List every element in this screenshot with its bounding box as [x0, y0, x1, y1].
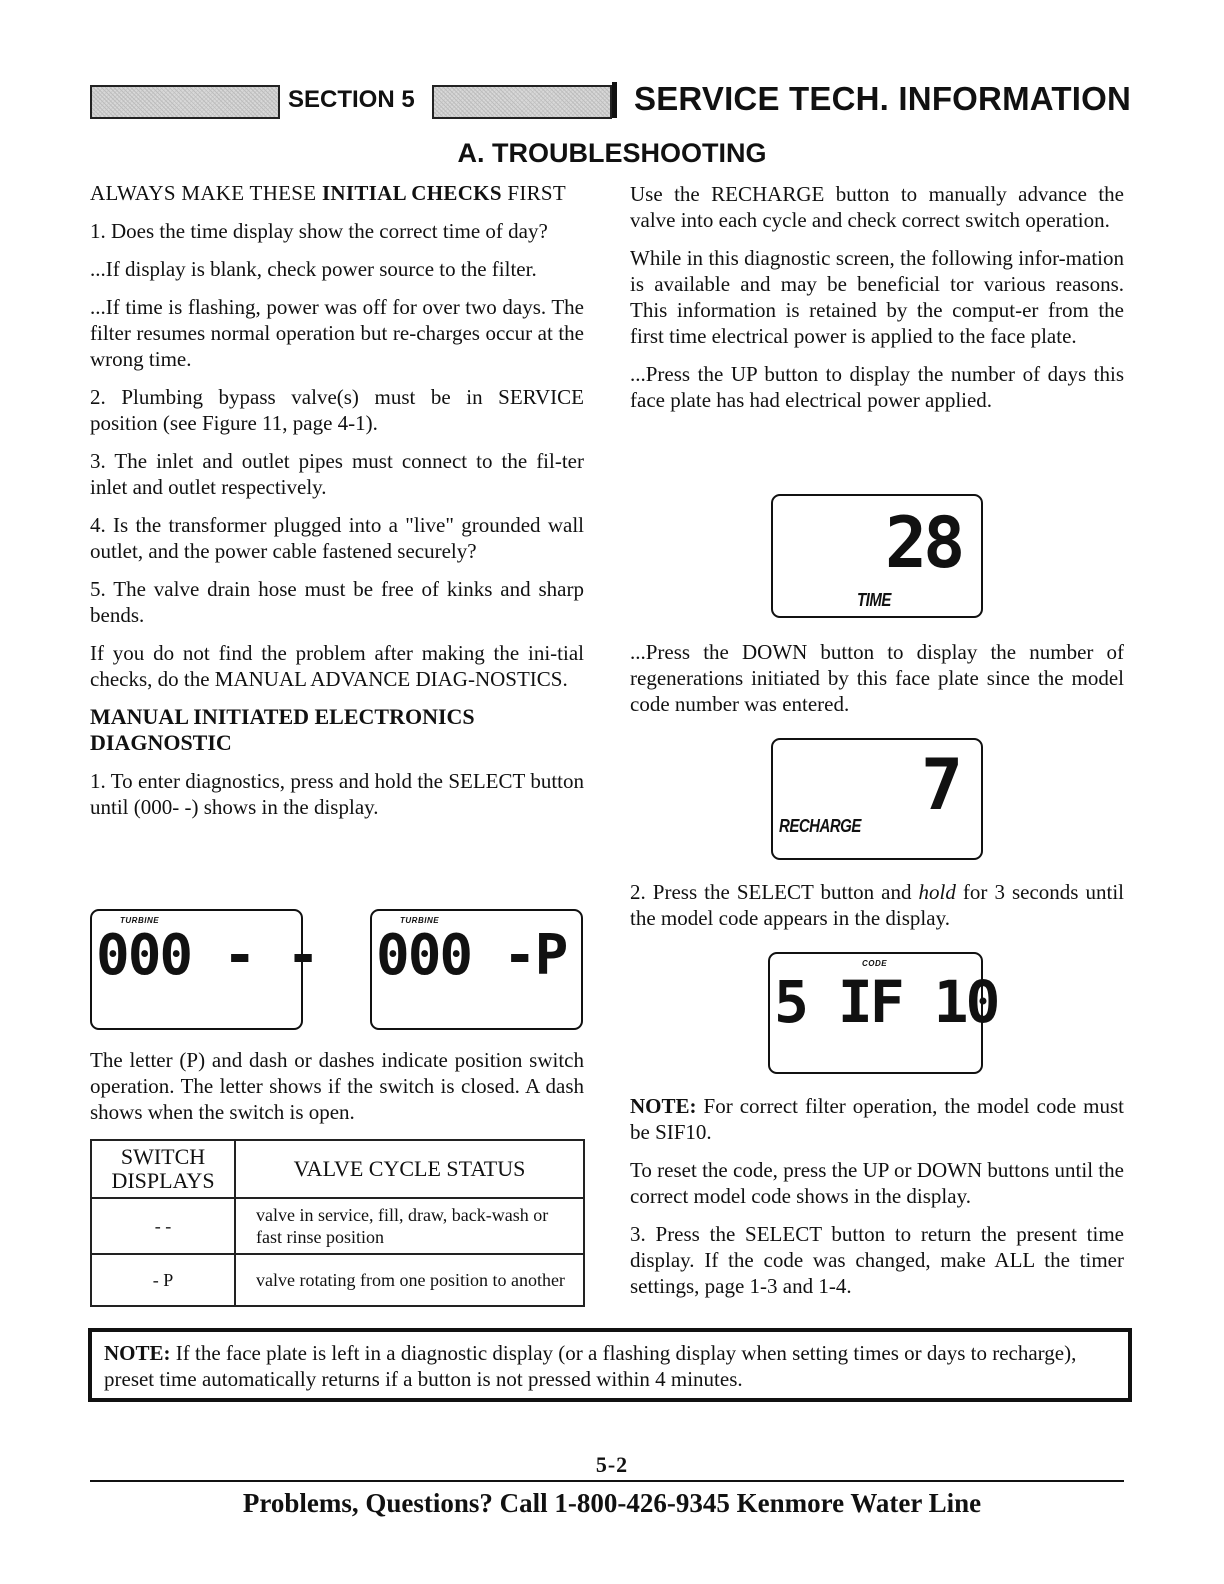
section-label: SECTION 5 [288, 86, 415, 113]
table-row [91, 1254, 584, 1306]
display-recharge [771, 738, 983, 860]
check-4: 4. Is the transformer plugged into a "live" grounded wall outlet, and the power cable fastened securely? [90, 513, 584, 563]
check-5: 5. The valve drain hose must be free of kinks and sharp bends. [90, 577, 584, 627]
header-divider [612, 82, 617, 118]
display-time [771, 494, 983, 618]
note-label: NOTE: [104, 1341, 171, 1365]
footer-text: Problems, Questions? Call 1-800-426-9345 Kenmore Water Line [242, 1488, 982, 1518]
check-1: 1. Does the time display show the correct time of day? [90, 219, 548, 243]
note-text: For correct filter operation, the model code must be SIF10. [630, 1094, 1124, 1144]
press-up-text: ...Press the UP button to display the number of days this face plate has had electrical power applied. [630, 362, 1124, 412]
diagnostic-heading: MANUAL INITIATED ELECTRONICS DIAGNOSTIC [90, 704, 475, 755]
diagnostic-step-1: 1. To enter diagnostics, press and hold the SELECT button until (000- -) shows in the display. [90, 769, 584, 819]
table-header-switch: SWITCH DISPLAYS [91, 1140, 235, 1198]
page-subtitle: A. TROUBLESHOOTING [457, 138, 767, 168]
left-column [90, 180, 584, 832]
turbine-indicator: TURBINE [400, 916, 440, 925]
table-cell: - P [91, 1254, 235, 1306]
table-cell: - - [91, 1198, 235, 1254]
display-000-dash-p [370, 909, 583, 1030]
right-column-lower [630, 1093, 1124, 1311]
step-3: 3. Press the SELECT button to return the present time display. If the code was changed, make ALL the timer settings, page 1-3 and 1-4. [630, 1222, 1124, 1298]
reset-text: To reset the code, press the UP or DOWN buttons until the correct model code shows in the display. [630, 1158, 1124, 1208]
check-2: 2. Plumbing bypass valve(s) must be in SERVICE position (see Figure 11, page 4-1). [90, 385, 584, 435]
code-indicator: CODE [862, 959, 888, 968]
turbine-indicator: TURBINE [120, 916, 160, 925]
recharge-text: Use the RECHARGE button to manually advance the valve into each cycle and check correct switch operation. [630, 182, 1124, 232]
time-label: TIME [857, 590, 891, 611]
display-digits: 000 - - [96, 923, 319, 988]
display-digits: 7 [921, 744, 964, 826]
intro-pre: ALWAYS MAKE THESE [90, 181, 322, 205]
display-digits: 28 [885, 502, 962, 584]
model-code-note [630, 1093, 1124, 1145]
note-text: If the face plate is left in a diagnostic display (or a flashing display when setting times or days to recharge), preset time automatically returns if a button is not pressed within 4 minutes. [104, 1341, 1077, 1391]
step2-post: for 3 seconds until the model code appears in the display. [630, 880, 1124, 930]
check-3: 3. The inlet and outlet pipes must connect to the fil-ter inlet and outlet respectively. [90, 449, 584, 499]
letter-note: The letter (P) and dash or dashes indicate position switch operation. The letter shows if the switch is closed. A dash shows when the switch is open. [90, 1048, 584, 1124]
display-model-code [768, 952, 998, 1074]
table-cell: valve rotating from one position to another [235, 1254, 584, 1306]
table-cell: valve in service, fill, draw, back-wash or fast rinse position [235, 1198, 584, 1254]
intro-bold: INITIAL CHECKS [321, 181, 502, 205]
section-title: SERVICE TECH. INFORMATION [634, 80, 1131, 117]
step2-em: hold [918, 880, 956, 904]
header-hatch-left [90, 85, 280, 119]
display-digits: 5 IF 10 [774, 968, 998, 1036]
initial-checks-intro [90, 180, 584, 206]
diagnostic-info: While in this diagnostic screen, the following infor-mation is available and may be beneficial tor various reasons. This information is retained by the comput-er from the first time electrical power is applied to the face plate. [630, 246, 1124, 348]
header-hatch-right [432, 85, 612, 119]
table-header-status: VALVE CYCLE STATUS [235, 1140, 584, 1198]
bottom-note [88, 1328, 1132, 1402]
page-number: 5-2 [595, 1452, 629, 1477]
note-label: NOTE: [630, 1094, 697, 1118]
recharge-label: RECHARGE [779, 816, 861, 837]
check-1b: ...If time is flashing, power was off for over two days. The filter resumes normal operation but re-charges occur at the wrong time. [90, 295, 584, 371]
press-down-text: ...Press the DOWN button to display the number of regenerations initiated by this face plate since the model code number was entered. [630, 640, 1124, 716]
intro-post: FIRST [501, 181, 567, 205]
display-digits: 000 -P [376, 923, 567, 988]
footer-rule [90, 1480, 1124, 1482]
check-1a: ...If display is blank, check power source to the filter. [90, 257, 537, 281]
switch-table [90, 1139, 585, 1307]
section-header [90, 80, 1131, 118]
display-000-dash-dash [90, 909, 319, 1030]
step2-pre: 2. Press the SELECT button and [630, 880, 919, 904]
no-find-text: If you do not find the problem after making the ini-tial checks, do the MANUAL ADVANCE DIAG-NOSTICS. [90, 641, 584, 691]
table-row [91, 1198, 584, 1254]
right-column [630, 181, 1124, 425]
step-2 [630, 879, 1124, 931]
